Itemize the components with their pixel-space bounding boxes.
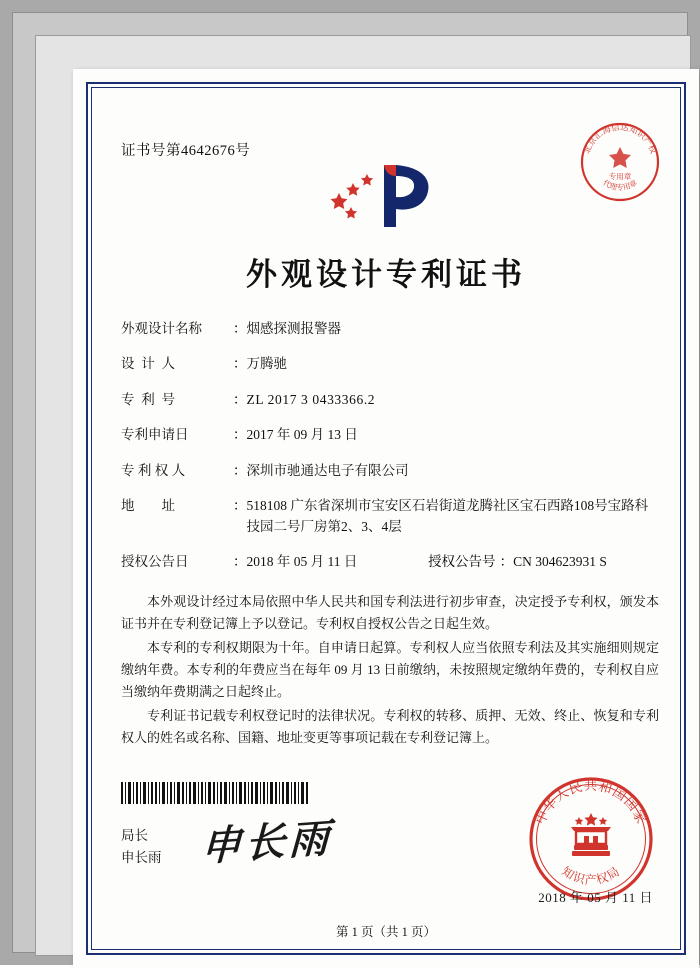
field-label: 专利申请日 xyxy=(121,427,189,443)
body-text xyxy=(121,591,659,751)
field-list xyxy=(121,319,659,588)
field-designer xyxy=(121,354,659,375)
handwritten-signature: 申长雨 xyxy=(200,814,334,871)
field-value: ZL 2017 3 0433366.2 xyxy=(246,391,376,407)
field-label: 专 利 号 xyxy=(121,391,175,407)
paragraph-2: 本专利的专利权期限为十年。自申请日起算。专利权人应当依照专利法及其实施细则规定缴纳年费。本专利的年费应当在每年 09 月 13 日前缴纳，未按照规定缴纳年费的，专利权自应当缴纳年费期满之日起终止。 xyxy=(121,639,659,700)
svg-text:代理专用章: 代理专用章 xyxy=(601,178,639,192)
field-colon: ： xyxy=(233,321,247,336)
field-label: 设 计 人 xyxy=(121,356,175,372)
cnipa-logo-icon xyxy=(73,157,699,239)
field-label: 外观设计名称 xyxy=(121,321,202,336)
field-patent-number xyxy=(121,390,659,411)
certificate-number: 证书号第4642676号 xyxy=(121,143,251,159)
field-value: 518108 广东省深圳市宝安区石岩街道龙腾社区宝石西路108号宝路科技园二号厂房第2、3、4层 xyxy=(246,498,649,535)
field-patentee xyxy=(121,461,659,482)
director-role-label: 局长 xyxy=(121,828,148,843)
field-colon: ： xyxy=(233,427,247,443)
field-value: 深圳市驰通达电子有限公司 xyxy=(246,462,409,478)
field-colon-2: ： xyxy=(499,554,514,570)
field-address xyxy=(121,496,659,538)
field-colon: ： xyxy=(233,554,247,570)
field-value: 2018 年 05 月 11 日 xyxy=(246,554,358,570)
svg-text:专用章: 专用章 xyxy=(608,172,632,181)
page-title: 外观设计专利证书 xyxy=(246,257,526,293)
field-value-2: CN 304623931 S xyxy=(513,554,607,570)
field-application-date xyxy=(121,425,659,446)
field-colon: ： xyxy=(233,462,247,478)
director-name-label: 申长雨 xyxy=(121,849,162,865)
outer-frame xyxy=(12,12,688,953)
field-design-name xyxy=(121,319,659,340)
page-footer: 第 1 页（共 1 页） xyxy=(335,925,436,939)
field-colon: ： xyxy=(233,498,247,514)
field-label: 专 利 权 人 xyxy=(121,462,186,478)
field-colon: ： xyxy=(233,356,247,372)
field-value: 2017 年 09 月 13 日 xyxy=(246,427,358,443)
paragraph-3: 专利证书记载专利权登记时的法律状况。专利权的转移、质押、无效、终止、恢复和专利权人的姓名或名称、国籍、地址变更等事项记载在专利登记簿上。 xyxy=(121,707,659,746)
field-colon: ： xyxy=(233,391,247,407)
certificate-page xyxy=(73,69,699,968)
paragraph-1: 本外观设计经过本局依照中华人民共和国专利法进行初步审查，决定授予专利权，颁发本证书并在专利登记簿上予以登记。专利权自授权公告之日起生效。 xyxy=(121,594,659,632)
svg-text:中华人民共和国国家: 中华人民共和国国家 xyxy=(533,779,649,827)
signature-block xyxy=(121,825,162,868)
field-value: 万腾驰 xyxy=(246,356,287,372)
barcode-icon xyxy=(121,782,309,804)
svg-text:北京汇海信达知识产权: 北京汇海信达知识产权 xyxy=(582,122,658,156)
national-emblem-round-seal-icon xyxy=(527,775,655,903)
field-label: 地 址 xyxy=(121,498,175,514)
svg-text:知识产权局: 知识产权局 xyxy=(559,863,623,887)
field-value: 烟感探测报警器 xyxy=(246,321,341,336)
field-label: 授权公告日 xyxy=(121,554,189,570)
field-label-2: 授权公告号 xyxy=(428,554,496,570)
seal-date: 2018 年 05 月 11 日 xyxy=(538,890,653,905)
field-grant-announcement xyxy=(121,552,659,573)
inner-frame xyxy=(35,35,691,956)
